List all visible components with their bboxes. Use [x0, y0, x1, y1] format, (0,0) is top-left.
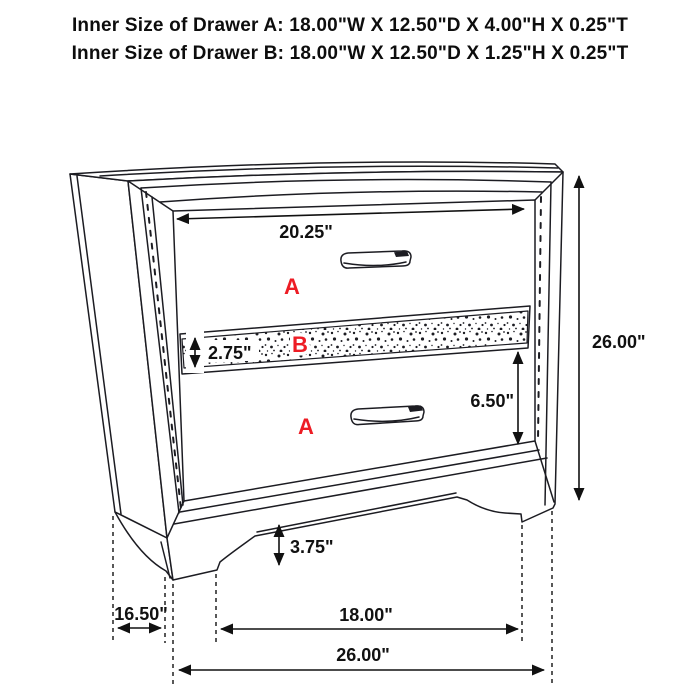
- dim-inner-top-width-label: 20.25": [279, 222, 333, 242]
- dim-overall-width: [179, 645, 544, 670]
- dim-foot-height-label: 3.75": [290, 537, 334, 557]
- dim-bottom-drawer-height-label: 6.50": [470, 391, 514, 411]
- dim-between-feet-width-label: 18.00": [339, 605, 393, 625]
- dim-overall-height-label: 26.00": [592, 332, 646, 352]
- drawer-a-size-line: Inner Size of Drawer A: 18.00"W X 12.50"D X 4.00"H X 0.25"T: [71, 15, 629, 36]
- bottom-drawer-handle: [351, 406, 424, 425]
- drawer-label-a-top: A: [284, 274, 300, 299]
- drawer-label-b: B: [292, 332, 308, 357]
- drawer-b-size-line: Inner Size of Drawer B: 18.00"W X 12.50"D X 1.25"H X 0.25"T: [71, 43, 629, 64]
- dim-between-feet-width: [221, 605, 518, 629]
- top-drawer-handle: [341, 251, 411, 268]
- dim-overall-width-label: 26.00": [336, 645, 390, 665]
- dim-overall-height: [579, 176, 646, 500]
- dim-side-depth: [114, 604, 168, 628]
- front-face-outline: [128, 171, 563, 580]
- dim-side-depth-label: 16.50": [114, 604, 168, 624]
- dim-middle-drawer-height-label: 2.75": [208, 343, 252, 363]
- drawer-label-a-bottom: A: [298, 414, 314, 439]
- dim-foot-height: [279, 525, 334, 565]
